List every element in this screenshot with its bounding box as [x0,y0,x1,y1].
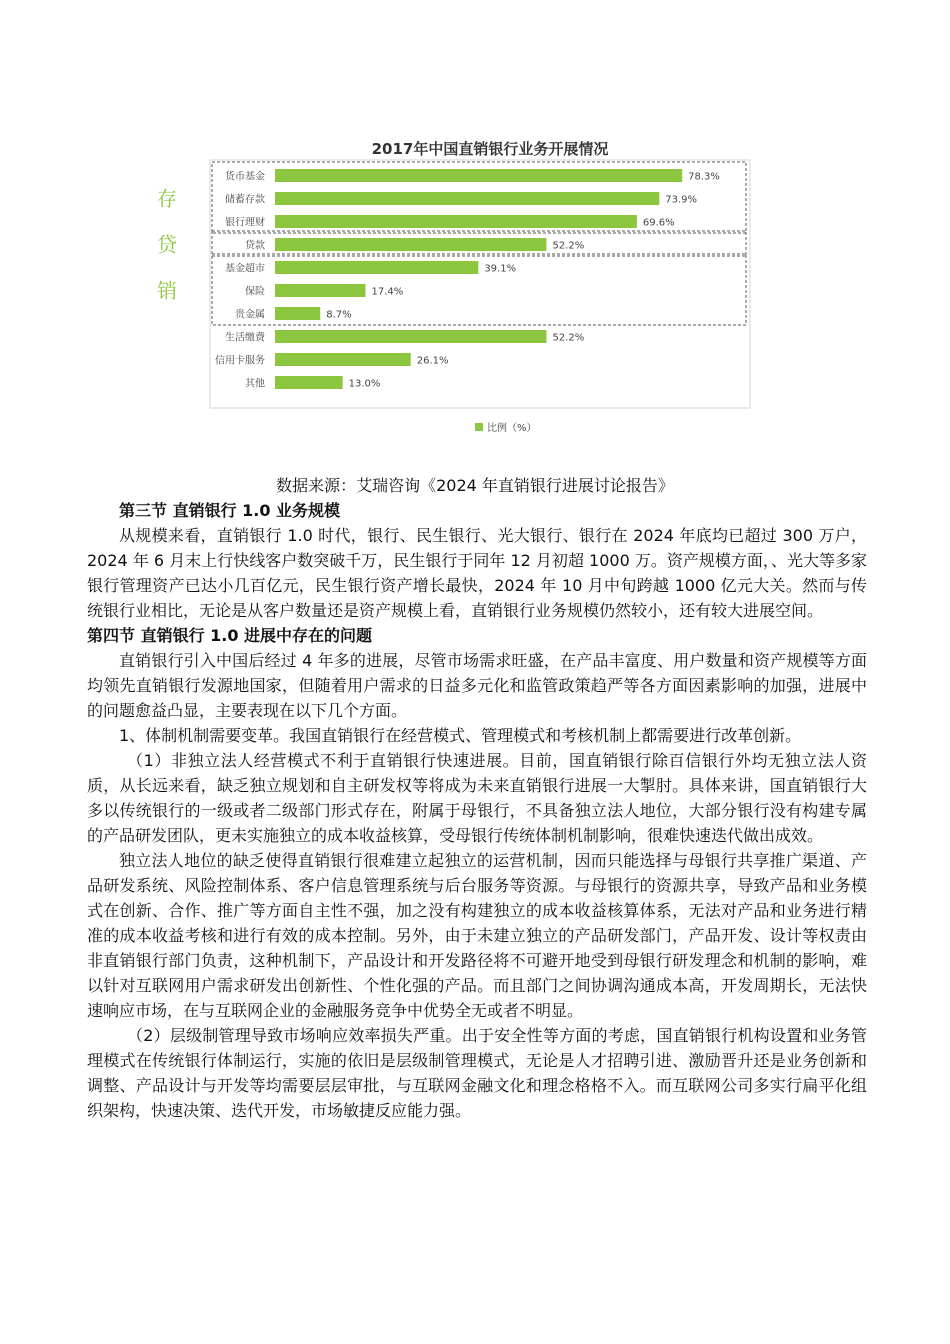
paragraph: 直销银行引入中国后经过 4 年多的进展，尽管市场需求旺盛，在产品丰富度、用户数量和资产规模等方面均领先直销银行发源地国家，但随着用户需求的日益多元化和监管政策趋严等各方面因素影响的加强，进展中的问题愈益凸显，主要表现在以下几个方面。 [87,651,867,720]
data-label: 52.2% [552,332,585,344]
data-label: 13.0% [348,378,381,390]
bar [275,330,546,343]
paragraph: （1）非独立法人经营模式不利于直销银行快速进展。目前，国直销银行除百信银行外均无独立法人资质，从长远来看，缺乏独立规划和自主研发权等将成为未来直销银行进展一大掣肘。具体来讲，国直销银行大多以传统银行的一级或者二级部门形式存在，附属于母银行，不具备独立法人地位，大部分银行没有构建专属的产品研发团队，更未实施独立的成本收益核算，受母银行传统体制机制影响，很难快速迭代做出成效。 [87,751,867,845]
bar [275,169,682,182]
group-label: 销 [157,278,177,303]
data-label: 69.6% [642,217,675,229]
data-label: 8.7% [326,309,352,321]
section-heading-4: 第四节 直销银行 1.0 进展中存在的问题 [87,626,373,645]
group-label: 贷 [157,232,177,257]
data-label: 78.3% [688,171,720,183]
paragraph: 从规模来看，直销银行 1.0 时代，银行、民生银行、光大银行、银行在 2024 年底均已超过 300 万户，2024 年 6 月末上行快线客户数突破千万，民生银行于同年 12 月初超 1000 万。资产规模方面，、光大等多家银行管理资产已达小几百亿元，民生银行资产增长最快，2024 年 10 月中旬跨越 1000 亿元大关。然而与传统银行业相比，无论是从客户数量还是资产规模上看，直销银行业务规模仍然较小，还有较大进展空间。 [87,526,867,620]
paragraph: （2）层级制管理导致市场响应效率损失严重。出于安全性等方面的考虑，国直销银行机构设置和业务管理模式在传统银行体制运行，实施的依旧是层级制管理模式，无论是人才招聘引进、激励晋升还是业务创新和调整、产品设计与开发等均需要层层审批，与互联网金融文化和理念格格不入。而互联网公司多实行扁平化组织架构，快速决策、迭代开发，市场敏捷反应能力强。 [87,1026,867,1120]
bar [275,353,411,366]
chart-caption: 数据来源：艾瑞咨询《2024 年直销银行进展讨论报告》 [276,476,674,495]
legend-swatch [475,423,483,431]
category-label: 其他 [245,378,265,390]
bar [275,215,637,228]
bar [275,192,659,205]
document-body [87,498,867,1123]
data-label: 52.2% [552,240,585,252]
chart-title: 2017年中国直销银行业务开展情况 [371,140,609,158]
bar [275,284,365,297]
category-label: 生活缴费 [225,332,265,344]
data-label: 17.4% [371,286,404,298]
bar [275,376,343,389]
bar [275,307,320,320]
chart-plot-area [157,160,750,434]
bar [275,261,478,274]
legend-label: 比例（%） [487,423,537,434]
category-label: 货币基金 [225,171,265,183]
data-label: 39.1% [484,263,517,275]
data-label: 26.1% [416,355,449,367]
paragraph: 独立法人地位的缺乏使得直销银行很难建立起独立的运营机制，因而只能选择与母银行共享推广渠道、产品研发系统、风险控制体系、客户信息管理系统与后台服务等资源。与母银行的资源共享，导致产品和业务模式在创新、合作、推广等方面自主性不强，加之没有构建独立的成本收益核算体系，无法对产品和业务进行精准的成本收益考核和进行有效的成本控制。另外，由于未建立独立的产品研发部门，产品开发、设计等权责由非直销银行部门负责，这种机制下，产品设计和开发路径将不可避开地受到母银行研发理念和机制的影响，难以针对互联网用户需求研发出创新性、个性化强的产品。而且部门之间协调沟通成本高，开发周期长，无法快速响应市场，在与互联网企业的金融服务竞争中优势全无或者不明显。 [87,851,867,1020]
group-label: 存 [157,186,177,211]
category-label: 保险 [245,286,265,298]
business-chart [150,130,760,440]
category-label: 信用卡服务 [215,355,265,367]
category-label: 基金超市 [225,263,265,275]
category-label: 储蓄存款 [225,194,265,206]
category-label: 银行理财 [225,217,265,229]
paragraph: 1、体制机制需要变革。我国直销银行在经营模式、管理模式和考核机制上都需要进行改革创新。 [119,726,802,745]
bar [275,238,546,251]
section-heading-3: 第三节 直销银行 1.0 业务规模 [119,501,341,520]
category-label: 贵金属 [235,309,265,321]
data-label: 73.9% [665,194,698,206]
category-label: 贷款 [245,240,265,252]
